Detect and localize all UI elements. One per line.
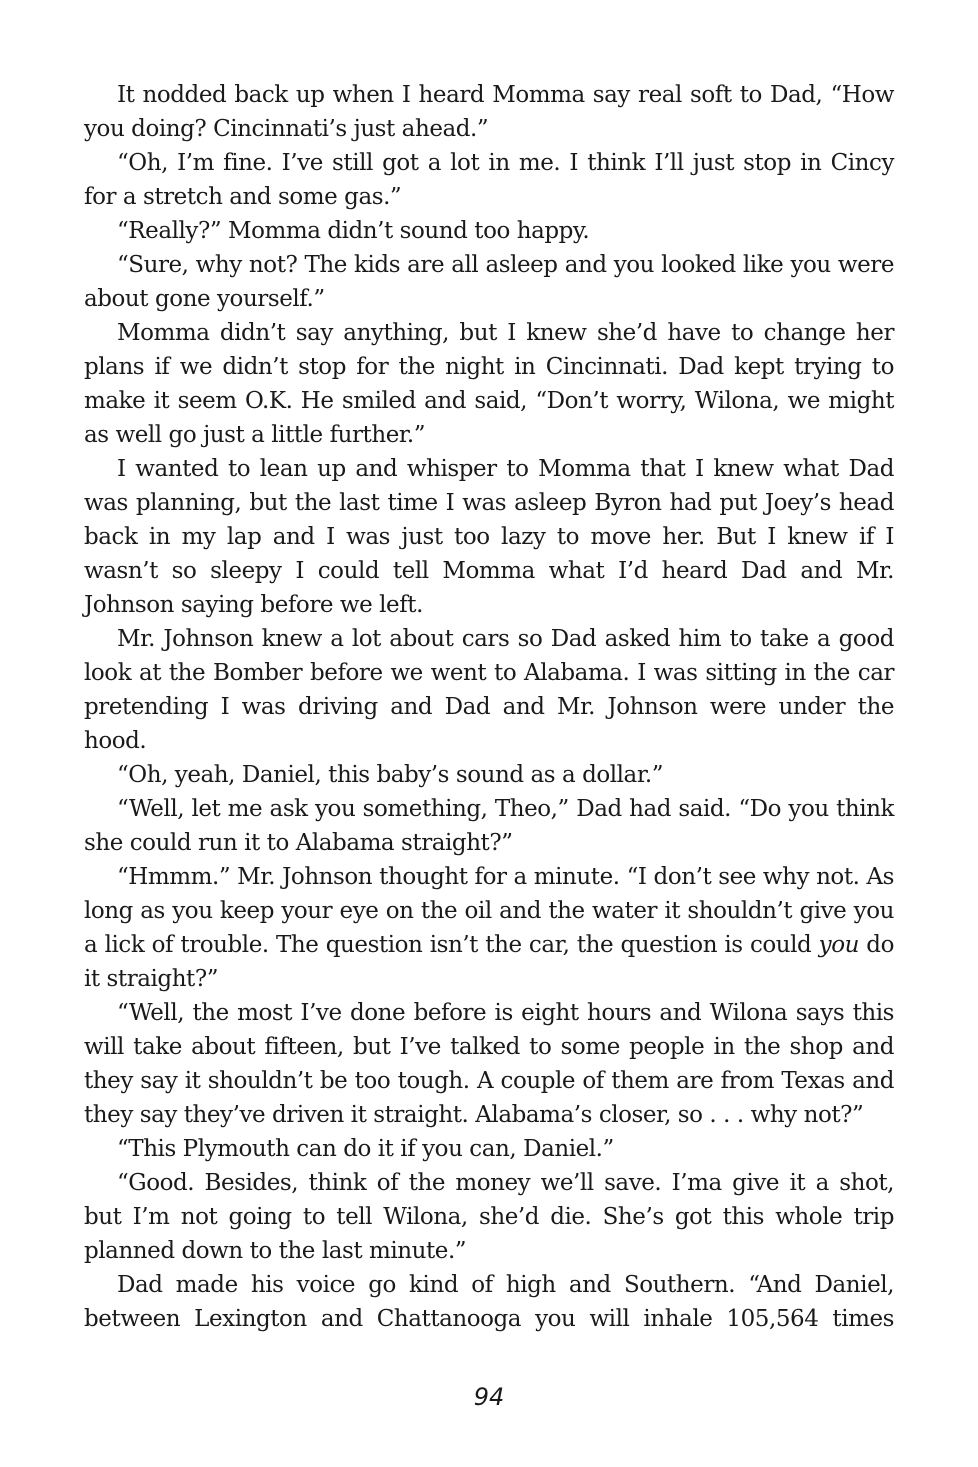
italic-word: you [818, 932, 859, 958]
paragraph [84, 860, 894, 996]
paragraph: I wanted to lean up and whisper to Momma that I knew what Dad was planning, but the last time I was asleep Byron had put Joey’s head back in my lap and I was just too lazy to move her. But I knew if I wasn’t so sleepy I could tell Momma what I’d heard Dad and Mr. Johnson saying before we left. [84, 456, 894, 618]
paragraph: It nodded back up when I heard Momma say real soft to Dad, “How you doing? Cincinnati’s just ahead.” [84, 82, 894, 142]
paragraph: Dad made his voice go kind of high and Southern. “And Daniel, between Lexington and Chattanooga you will inhale 105,564 times [84, 1272, 894, 1332]
paragraph: “Good. Besides, think of the money we’ll save. I’ma give it a shot, but I’m not going to tell Wilona, she’d die. She’s got this whole trip planned down to the last minute.” [84, 1170, 894, 1264]
paragraph: Momma didn’t say anything, but I knew she’d have to change her plans if we didn’t stop for the night in Cincinnati. Dad kept trying to make it seem O.K. He smiled and said, “Don’t worry, Wilona, we might as well go just a little further.” [84, 320, 894, 448]
paragraph: “Well, let me ask you something, Theo,” Dad had said. “Do you think she could run it to Alabama straight?” [84, 796, 894, 856]
paragraph-text: “Hmmm.” Mr. Johnson thought for a minute. “I don’t see why not. As long as you keep your eye on the oil and the water it shouldn’t give you a lick of trouble. The question isn’t the car, the question is could [84, 864, 894, 958]
paragraph: “Really?” Momma didn’t sound too happy. [117, 218, 590, 244]
page-number: 94 [473, 1383, 505, 1411]
paragraph: “Sure, why not? The kids are all asleep and you looked like you were about gone yourself.” [84, 252, 894, 312]
paragraph: Mr. Johnson knew a lot about cars so Dad asked him to take a good look at the Bomber before we went to Alabama. I was sitting in the car pretending I was driving and Dad and Mr. Johnson were under the hood. [84, 626, 894, 754]
paragraph: “Well, the most I’ve done before is eight hours and Wilona says this will take about fifteen, but I’ve talked to some people in the shop and they say it shouldn’t be too tough. A couple of them are from Texas and they say they’ve driven it straight. Alabama’s closer, so . . . why not?” [84, 1000, 894, 1128]
paragraph: “Oh, yeah, Daniel, this baby’s sound as a dollar.” [117, 762, 664, 788]
body-text [84, 78, 894, 1336]
paragraph-tail: do it straight?” [84, 932, 894, 992]
paragraph: “Oh, I’m fine. I’ve still got a lot in me. I think I’ll just stop in Cincy for a stretch and some gas.” [84, 150, 894, 210]
paragraph: “This Plymouth can do it if you can, Daniel.” [117, 1136, 614, 1162]
